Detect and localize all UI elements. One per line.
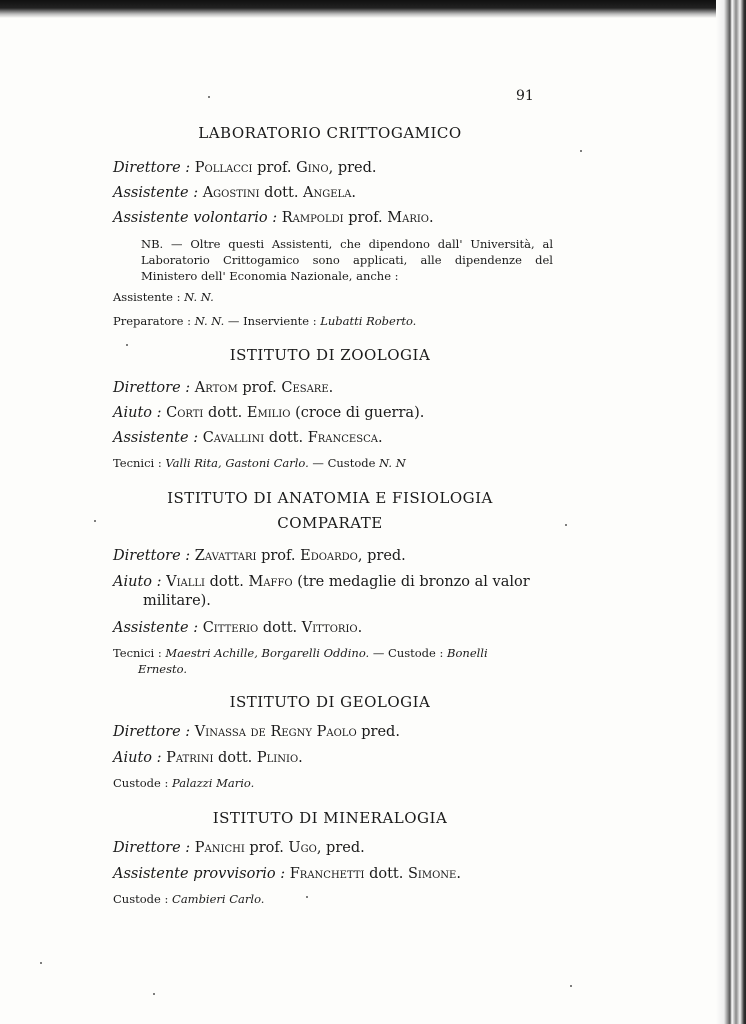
staff-line: Direttore : Vinassa de Regny Paolo pred. <box>113 724 400 740</box>
section-title: ISTITUTO DI MINERALOGIA <box>212 809 448 827</box>
staff-line-continued: Ernesto. <box>138 662 188 676</box>
section-title-continued: COMPARATE <box>277 514 383 532</box>
page-number: 91 <box>516 88 534 104</box>
scan-speck <box>153 993 155 995</box>
scan-speck <box>580 150 582 152</box>
section-title: ISTITUTO DI ANATOMIA E FISIOLOGIA <box>167 489 493 507</box>
staff-line: Tecnici : Valli Rita, Gastoni Carlo. — Custode N. N <box>113 456 406 470</box>
staff-line-continued: militare). <box>143 593 211 609</box>
scan-speck <box>208 96 210 98</box>
staff-line: Preparatore : N. N. — Inserviente : Lubatti Roberto. <box>113 314 417 328</box>
staff-line: Aiuto : Corti dott. Emilio (croce di guerra). <box>113 405 425 421</box>
staff-line: Direttore : Pollacci prof. Gino, pred. <box>113 160 377 176</box>
staff-line: Custode : Cambieri Carlo. <box>113 892 265 906</box>
section-title: ISTITUTO DI GEOLOGIA <box>229 693 431 711</box>
section-title: LABORATORIO CRITTOGAMICO <box>198 124 462 142</box>
scan-speck <box>126 344 128 346</box>
nota-bene-paragraph: NB. — Oltre questi Assistenti, che dipendono dall' Università, al Laboratorio Crittogamico sono applicati, alle dipendenze del Ministero dell' Economia Nazionale, anche : <box>141 237 553 283</box>
staff-line: Direttore : Artom prof. Cesare. <box>113 380 334 396</box>
book-spine-edge <box>716 0 746 1024</box>
staff-line: Direttore : Zavattari prof. Edoardo, pred. <box>113 548 406 564</box>
staff-line: Tecnici : Maestri Achille, Borgarelli Oddino. — Custode : Bonelli <box>113 646 488 660</box>
staff-line: Assistente provvisorio : Franchetti dott. Simone. <box>113 866 461 882</box>
scan-top-edge <box>0 0 746 18</box>
staff-line: Direttore : Panichi prof. Ugo, pred. <box>113 840 365 856</box>
staff-line: Assistente : N. N. <box>113 290 214 304</box>
staff-line: Aiuto : Vialli dott. Maffo (tre medaglie di bronzo al valor <box>113 574 530 590</box>
scan-speck <box>565 524 567 526</box>
scan-speck <box>570 985 572 987</box>
staff-line: Aiuto : Patrini dott. Plinio. <box>113 750 303 766</box>
staff-line: Assistente : Citterio dott. Vittorio. <box>113 620 363 636</box>
staff-line: Custode : Palazzi Mario. <box>113 776 255 790</box>
staff-line: Assistente : Cavallini dott. Francesca. <box>113 430 383 446</box>
scan-speck <box>40 962 42 964</box>
staff-line: Assistente : Agostini dott. Angela. <box>113 185 357 201</box>
staff-line: Assistente volontario : Rampoldi prof. Mario. <box>113 210 434 226</box>
scan-speck <box>94 520 96 522</box>
scan-speck <box>306 896 308 898</box>
section-title: ISTITUTO DI ZOOLOGIA <box>229 346 431 364</box>
